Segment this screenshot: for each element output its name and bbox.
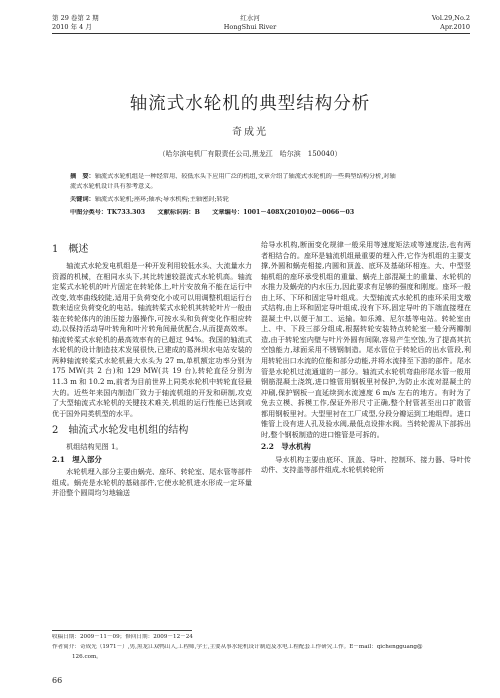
article-title: 轴流式水轮机的典型结构分析 (129, 94, 371, 114)
section-2-paragraph: 机组结构见图 1。 (66, 442, 123, 452)
issue-cn: 第 29 卷第 2 期 (52, 14, 99, 22)
classification-line: 中图分类号：TK733.303 文献标识码：B 文章编号：1001－408X(2010)02－0066－03 (70, 209, 355, 216)
header-rule (52, 33, 470, 34)
journal-name-cn: 红水河 (240, 14, 260, 22)
running-header-center (0, 14, 500, 31)
keywords-text: 轴流式水轮机;座环;轴承;导水机构;主轴密封;转轮 (94, 196, 229, 203)
issue-en: Vol.29,No.2 (431, 14, 470, 22)
section-1-paragraph: 轴流式水轮发电机组是一种开发利用较低水头、大流量水力资源的机械，在相同水头下,其比转速较混流式水轮机高。轴流定桨式水轮机的叶片固定在转轮体上,叶片安放角不能在运行中改变,效率曲线较陡,适用于负荷变化小或可以用调整机组运行台数来适应负荷变化的电站。轴流转桨式水轮机其转轮叶片一般由装在转轮体内的油压接力器操作,可按水头和负荷变化作相应转动,以保持活动导叶转角和叶片转角间最优配合,从而提高效率。轴流转桨式水轮机的最高效率有的已超过 94%。我国的轴流式水轮机的设计制造技术发展很快,已建成的葛洲坝水电站安装的两种轴流转桨式水轮机最大水头为 27 m,单机额定功率分别为 175 MW(共 2 台)和 129 MW(共 19 台),转轮直径分别为 11.3 m 和 10.2 m,前者为目前世界上同类水轮机中转轮直径最大的。近些年来国内制造厂致力于轴流机组的开发和研制,攻克了大型轴流式水轮机的关键技术难关,机组的运行性能已达到或优于国外同类机型的水平。 (52, 261, 252, 418)
abstract-text-1: 轴流式水轮机组是一种经常用、较低水头下应用广泛的机组,文章介绍了轴流式水轮机的一些典型结构分析,对轴 (94, 173, 396, 180)
affiliation: （哈尔滨电机厂有限责任公司,黑龙江 哈尔滨 150040） (158, 150, 342, 158)
footnote-author-note: 作者简介：奇成光（1971－）,男,黑龙江双鸭山人,工程师,学士,主要从事水轮机设计制造及水电工程配套工作研究工作。E－mail：qichengguang@ (52, 644, 423, 650)
right-column-paragraph-1: 给导水机构,断面变化规律一般采用等速度矩法或等速度法,也有两者相结合的。座环是轴流机组最重要的埋入件,它作为机组的主要支撑,外圆和蜗壳相接,内圆和顶盖、底环及基础环相连。大、中型竖轴机组的座环承受机组的重量、蜗壳上部混凝土的重量、水轮机的水推力及蜗壳的内水压力,因此要求有足够的强度和刚度。座环一般由上环、下环和固定导叶组成。大型轴流式水轮机的座环采用支墩式结构,由上环和固定导叶组成,没有下环,固定导叶的下端直接埋在混凝土中,以便于加工、运输。如乐滩、尼尔基等电站。转轮室由上、中、下段三部分组成,根据转轮安装特点转轮室一般分两瓣制造,由于转轮室内壁与叶片外圆有间隙,容易产生空蚀,为了提高其抗空蚀能力,球面采用不锈钢制造。尾水管位于转轮后的出水管段,利用转轮出口水流的位能和部分动能,并将水流排至下游的部件。尾水管是水轮机过流通道的一部分。轴流式水轮机弯曲形尾水管一般用钢筋混凝土浇筑,进口锥管用钢板里衬保护,为防止水流对混凝土的冲刷,保护钢板一直延续到水流速度 6 m/s 左右的地方。有时为了免去立模、拆模工作,保证外形尺寸正确,整个肘管甚至出口扩散管都用钢板里衬。大型里衬在工厂成型,分段分瓣运到工地组焊。进口锥管上设有进人孔及验水阀,最低点设排水阀。当转轮需从下部拆出时,整个钢板制造的进口锥管是可拆的。 (261, 240, 471, 439)
running-header-right (432, 14, 470, 31)
section-1-heading: 1 概述 (52, 244, 89, 255)
subsection-2-1-paragraph: 水轮机埋入部分主要由蜗壳、座环、转轮室、尾水管等部件组成。蜗壳是水轮机的基础部件,它使水轮机进水形成一定环量并沿整个圆周均匀地输送 (52, 467, 252, 498)
keywords-line (70, 196, 470, 204)
author-name: 奇成光 (232, 127, 268, 138)
left-column (52, 238, 252, 499)
right-column (261, 240, 471, 476)
date-en: Apr.2010 (440, 22, 470, 31)
section-2-heading: 2 轴流式水轮发电机组的结构 (52, 425, 189, 437)
footnote-received: 收稿日期：2009－11－09；修回日期：2009－12－24 (52, 634, 193, 640)
journal-name-en: HongShui River (223, 22, 277, 31)
abstract-label: 摘 要： (70, 173, 95, 180)
subsection-2-2-paragraph: 导水机构主要由底环、顶盖、导叶、控制环、接力器、导叶传动件、支持盖等部件组成,水轮机转轮所 (261, 454, 471, 475)
subsection-2-2-heading: 2.2 导水机构 (261, 442, 311, 452)
abstract-line-2: 流式水轮机设计具有参考意义。 (70, 183, 157, 190)
footnote-email-tail: 126.com。 (72, 654, 102, 660)
keywords-label: 关键词： (70, 196, 95, 203)
abstract-line-1 (70, 173, 470, 181)
page-number: 66 (52, 676, 63, 685)
date-cn: 2010 年 4 月 (52, 22, 92, 31)
footnote-rule (52, 630, 192, 631)
subsection-2-1-heading: 2.1 埋入部分 (52, 454, 102, 464)
